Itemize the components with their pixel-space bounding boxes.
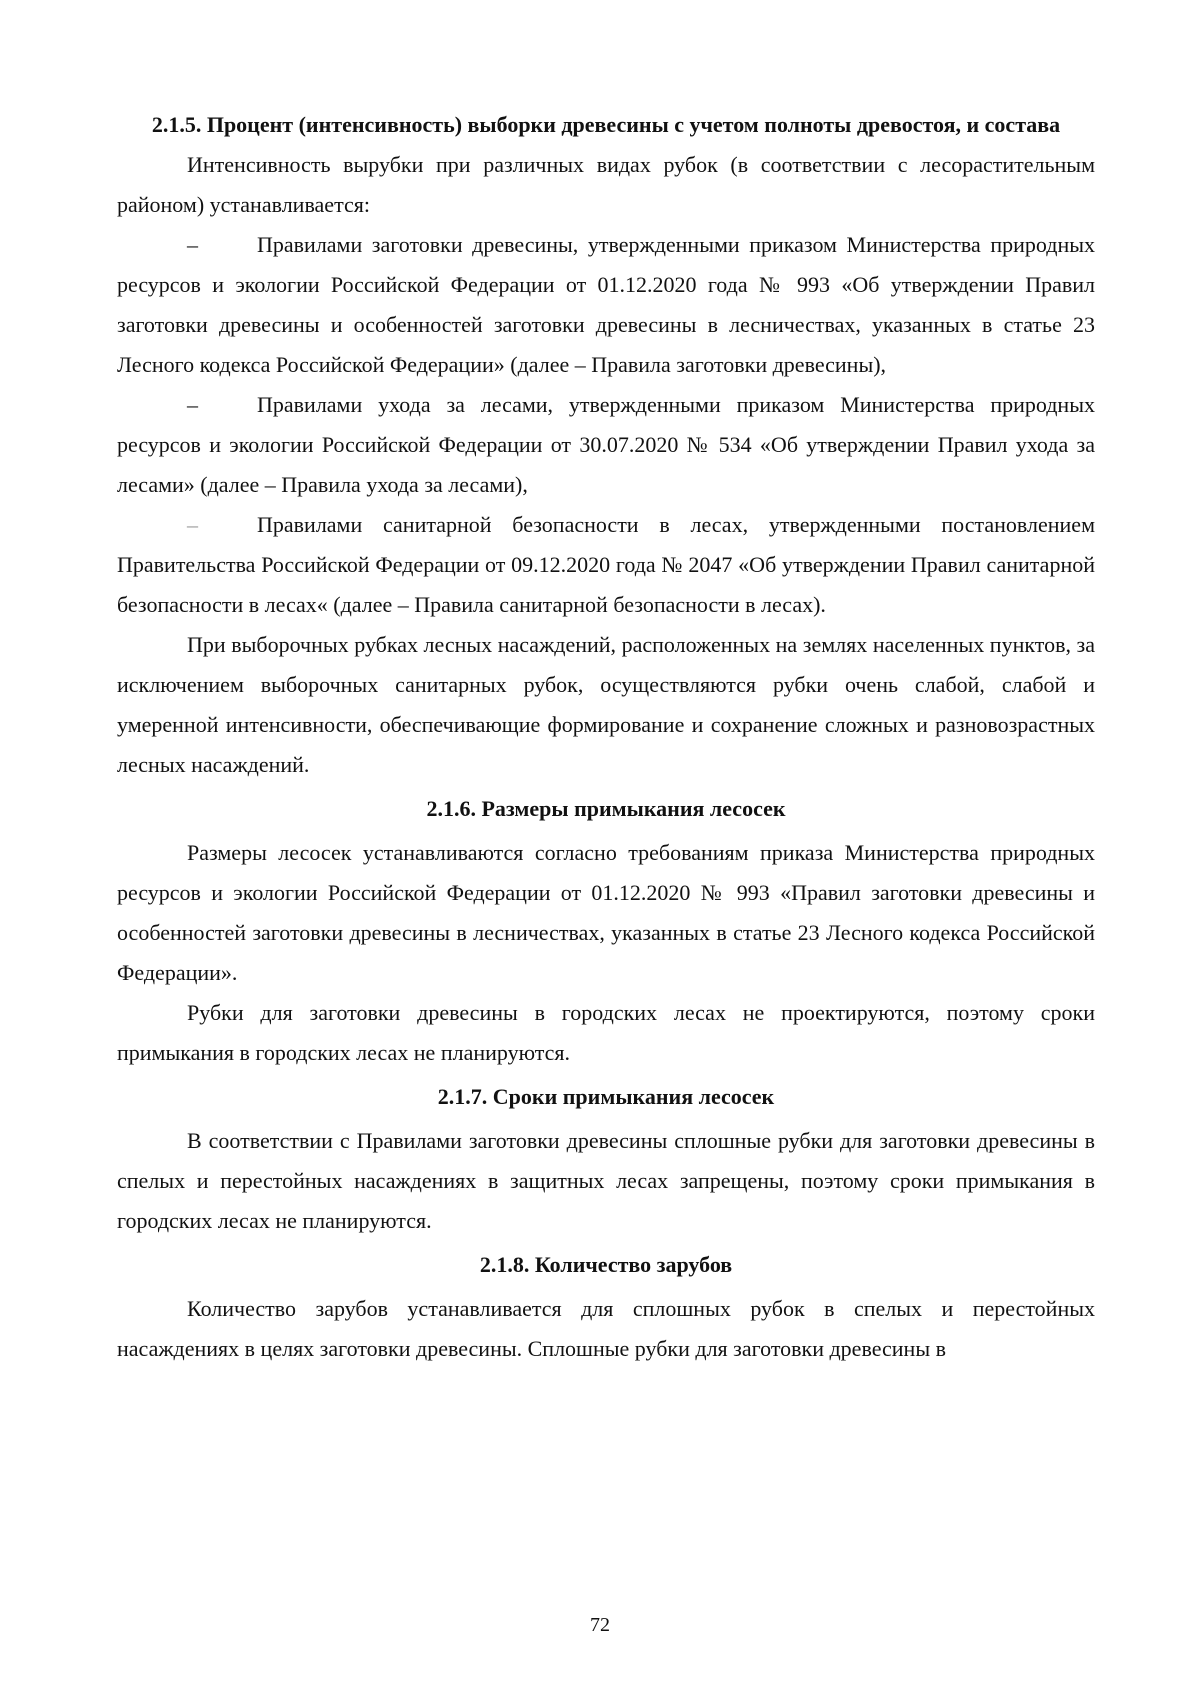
section-2-1-5-intro: Интенсивность вырубки при различных видах рубок (в соответствии с лесорастительным районом) устанавливается: [117, 152, 1095, 217]
list-item [117, 385, 1095, 505]
list-item [117, 505, 1095, 625]
section-2-1-5-closing: При выборочных рубках лесных насаждений, расположенных на землях населенных пунктов, за исключением выборочных санитарных рубок, осуществляются рубки очень слабой, слабой и умеренной интенсивности, обеспечивающие формирование и сохранение сложных и разновозрастных лесных насаждений. [117, 632, 1095, 777]
list-item-text: Правилами санитарной безопасности в лесах, утвержденными постановлением Правительства Российской Федерации от 09.12.2020 года № 2047 «Об утверждении Правил санитарной безопасности в лесах« (далее – Правила санитарной безопасности в лесах). [117, 512, 1095, 617]
list-item-text: Правилами заготовки древесины, утвержденными приказом Министерства природных ресурсов и экологии Российской Федерации от 01.12.2020 года № 993 «Об утверждении Правил заготовки древесины и особенностей заготовки древесины в лесничествах, указанных в статье 23 Лесного кодекса Российской Федерации» (далее – Правила заготовки древесины), [117, 232, 1095, 377]
section-2-1-8-paragraph-1: Количество зарубов устанавливается для сплошных рубок в спелых и перестойных насаждениях в целях заготовки древесины. Сплошные рубки для заготовки древесины в [117, 1296, 1095, 1361]
section-2-1-6-paragraph-1: Размеры лесосек устанавливаются согласно требованиям приказа Министерства природных ресурсов и экологии Российской Федерации от 01.12.2020 № 993 «Правил заготовки древесины и особенностей заготовки древесины в лесничествах, указанных в статье 23 Лесного кодекса Российской Федерации». [117, 840, 1095, 985]
dash-marker: – [187, 512, 198, 537]
list-item-text: Правилами ухода за лесами, утвержденными приказом Министерства природных ресурсов и экологии Российской Федерации от 30.07.2020 № 534 «Об утверждении Правил ухода за лесами» (далее – Правила ухода за лесами), [117, 392, 1095, 497]
section-2-1-8-heading: 2.1.8. Количество зарубов [479, 1252, 733, 1277]
section-2-1-7-heading: 2.1.7. Сроки примыкания лесосек [437, 1084, 775, 1109]
section-2-1-7-paragraph-1: В соответствии с Правилами заготовки древесины сплошные рубки для заготовки древесины в спелых и перестойных насаждениях в защитных лесах запрещены, поэтому сроки примыкания в городских лесах не планируются. [117, 1128, 1095, 1233]
dash-marker: – [187, 232, 198, 257]
list-item [117, 225, 1095, 385]
document-page [117, 105, 1095, 1369]
section-2-1-6-heading: 2.1.6. Размеры примыкания лесосек [426, 796, 786, 821]
dash-marker: – [187, 392, 198, 417]
section-2-1-5-heading: 2.1.5. Процент (интенсивность) выборки древесины с учетом полноты древостоя, и состава [151, 112, 1061, 137]
page-number: 72 [590, 1614, 610, 1636]
section-2-1-6-paragraph-2: Рубки для заготовки древесины в городских лесах не проектируются, поэтому сроки примыкания в городских лесах не планируются. [117, 1000, 1095, 1065]
